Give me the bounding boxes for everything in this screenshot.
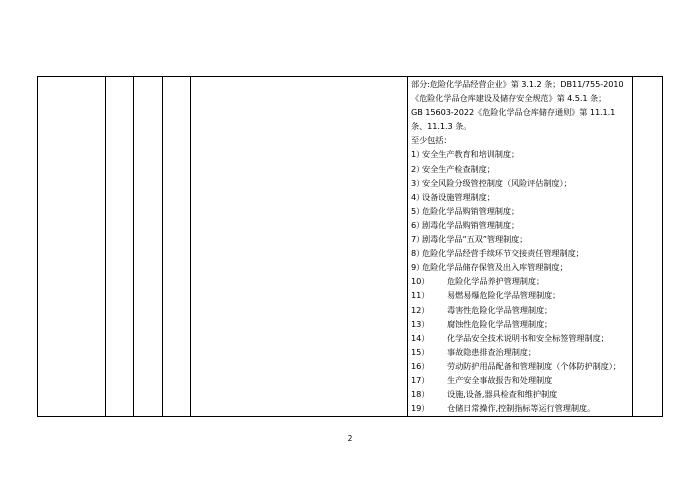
item-text: 安全风险分级管控制度（风险评估制度）；: [422, 177, 572, 188]
item-text: 剧毒化学品购销管理制度；: [422, 219, 520, 230]
item-text: 危险化学品经营手续环节交接责任管理制度；: [422, 248, 584, 259]
item-text: 毒害性危险化学品管理制度；: [447, 304, 553, 315]
item-number: 10）: [411, 276, 430, 287]
table-border-left: [37, 76, 38, 416]
item-number: 12）: [411, 304, 430, 315]
column-divider: [162, 76, 163, 416]
item-number: 8）: [411, 248, 425, 259]
item-number: 13）: [411, 318, 430, 329]
table-border-bottom: [37, 416, 663, 417]
list-item: [411, 288, 631, 302]
item-number: 17）: [411, 374, 430, 385]
list-item: [411, 387, 631, 401]
list-item: [411, 204, 631, 218]
item-number: 2）: [411, 163, 425, 174]
list-item: [411, 147, 631, 161]
item-number: 9）: [411, 262, 425, 273]
item-number: 5）: [411, 205, 425, 216]
item-text: 设备设施管理制度；: [422, 191, 495, 202]
reference-line: 条、11.1.3 条。: [411, 121, 472, 132]
column-divider: [632, 76, 633, 416]
list-item: [411, 232, 631, 246]
item-text: 安全生产检查制度；: [422, 163, 495, 174]
item-text: 生产安全事故报告和处理制度: [447, 374, 553, 385]
item-number: 3）: [411, 177, 425, 188]
requirements-cell: [411, 77, 631, 415]
list-item: [411, 246, 631, 260]
column-divider: [407, 76, 408, 416]
table-border-right: [662, 76, 663, 416]
item-number: 1）: [411, 149, 425, 160]
item-text: 危险化学品养护管理制度；: [447, 276, 545, 287]
reference-line: 部分:危险化学品经营企业》第 3.1.2 条；DB11/755-2010: [411, 79, 624, 89]
column-divider: [190, 76, 191, 416]
list-item: [411, 359, 631, 373]
item-number: 11）: [411, 290, 430, 301]
list-item: [411, 373, 631, 387]
reference-line: 《危险化学品仓库建设及储存安全规范》第 4.5.1 条；: [411, 93, 607, 104]
list-item: [411, 218, 631, 232]
item-text: 危险化学品购销管理制度；: [422, 205, 520, 216]
column-divider: [133, 76, 134, 416]
item-text: 易燃易爆危险化学品管理制度；: [447, 290, 561, 301]
item-number: 15）: [411, 346, 430, 357]
item-text: 安全生产教育和培训制度；: [422, 149, 520, 160]
list-item: [411, 176, 631, 190]
item-text: 剧毒化学品“五双”管理制度；: [422, 234, 528, 245]
item-number: 19）: [411, 403, 430, 414]
list-item: [411, 401, 631, 415]
item-text: 化学品安全技术说明书和安全标签管理制度；: [447, 332, 609, 343]
list-intro: 至少包括：: [411, 135, 452, 146]
item-number: 4）: [411, 191, 425, 202]
list-item: [411, 274, 631, 288]
list-item: [411, 317, 631, 331]
item-text: 仓储日常操作,控制指标等运行管理制度。: [447, 403, 596, 414]
item-number: 14）: [411, 332, 430, 343]
item-number: 6）: [411, 219, 425, 230]
item-text: 腐蚀性危险化学品管理制度；: [447, 318, 553, 329]
item-number: 16）: [411, 360, 430, 371]
item-text: 劳动防护用品配备和管理制度（个体防护制度）；: [447, 360, 621, 371]
reference-line: GB 15603-2022《危险化学品仓库储存通则》第 11.1.1: [411, 107, 616, 118]
list-item: [411, 331, 631, 345]
page-number: 2: [347, 434, 353, 443]
list-item: [411, 345, 631, 359]
item-text: 设施,设备,器具检查和维护制度: [447, 389, 558, 400]
column-divider: [105, 76, 106, 416]
list-item: [411, 303, 631, 317]
list-item: [411, 162, 631, 176]
item-text: 事故隐患排查治理制度；: [447, 346, 536, 357]
item-number: 18）: [411, 389, 430, 400]
item-number: 7）: [411, 234, 425, 245]
item-text: 危险化学品储存保管及出入库管理制度；: [422, 262, 568, 273]
list-item: [411, 190, 631, 204]
list-item: [411, 260, 631, 274]
